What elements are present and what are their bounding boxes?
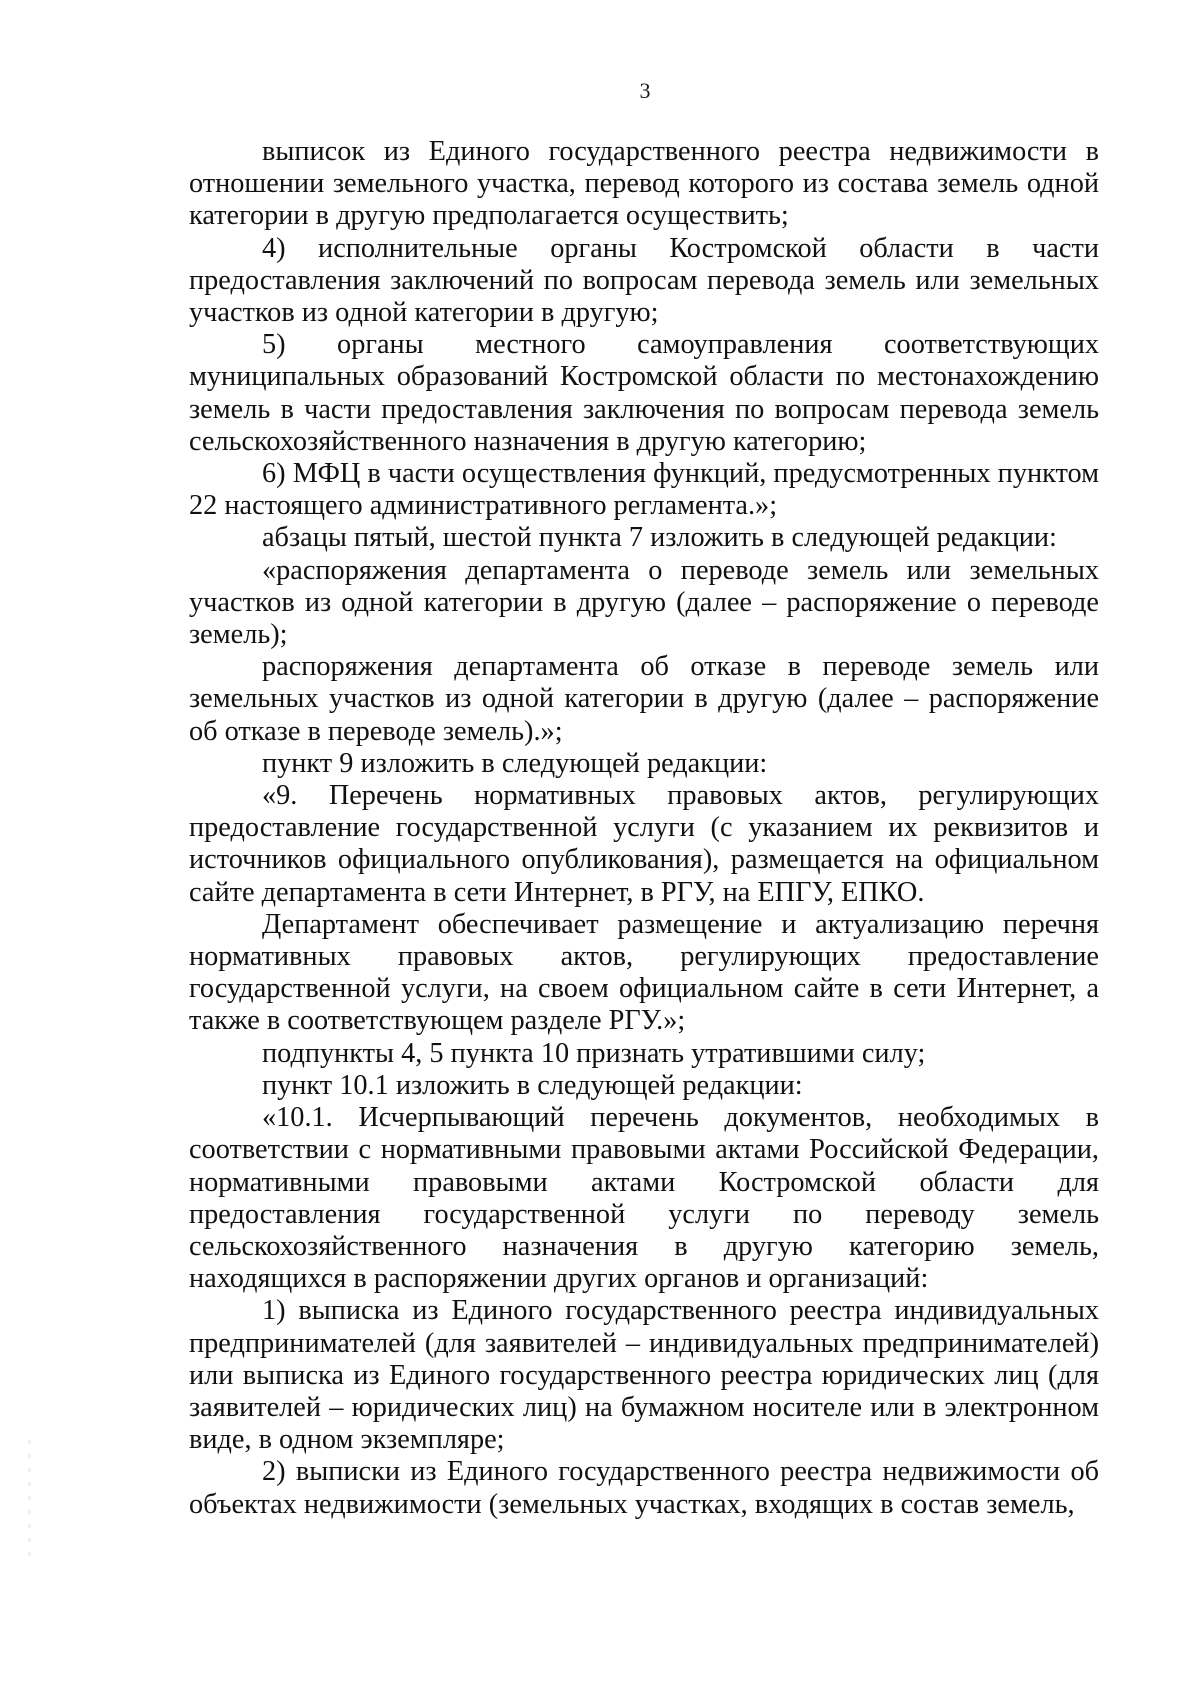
paragraph-amendment-p9: пункт 9 изложить в следующей редакции: bbox=[262, 747, 768, 779]
scan-edge-artifact bbox=[28, 1440, 31, 1560]
page-number: 3 bbox=[639, 78, 651, 103]
paragraph-list-item-2: 2) выписки из Единого государственного реестра недвижимости об объектах недвижимости (земельных участках, входящих в состав земель, bbox=[189, 1456, 1099, 1520]
paragraph-department-duty: Департамент обеспечивает размещение и актуализацию перечня нормативных правовых актов, регулирующих предоставление государственной услуги, на своем официальном сайте в сети Интернет, а также в соответствующем разделе РГУ.»; bbox=[189, 908, 1099, 1037]
paragraph-list-item-1: 1) выписка из Единого государственного реестра индивидуальных предпринимателей (для заявителей – индивидуальных предпринимателей) или выписка из Единого государственного реестра юридических лиц (для заявителей – юридических лиц) на бумажном носителе или в электронном виде, в одном экземпляре; bbox=[189, 1295, 1099, 1456]
paragraph-item-6: 6) МФЦ в части осуществления функций, предусмотренных пунктом 22 настоящего административного регламента.»; bbox=[189, 458, 1099, 522]
paragraph-amendment-p10-1: пункт 10.1 изложить в следующей редакции: bbox=[262, 1069, 803, 1101]
paragraph-amendment-p7: абзацы пятый, шестой пункта 7 изложить в следующей редакции: bbox=[262, 522, 1057, 554]
paragraph-decision-refusal: распоряжения департамента об отказе в переводе земель или земельных участков из одной категории в другую (далее – распоряжение об отказе в переводе земель).»; bbox=[189, 651, 1099, 747]
paragraph-item-5: 5) органы местного самоуправления соответствующих муниципальных образований Костромской области по местонахождению земель в части предоставления заключения по вопросам перевода земель сельскохозяйственного назначения в другую категорию; bbox=[189, 329, 1099, 457]
paragraph-item-4: 4) исполнительные органы Костромской области в части предоставления заключений по вопросам перевода земель или земельных участков из одной категории в другую; bbox=[189, 232, 1099, 329]
paragraph-continuation: выписок из Единого государственного реестра недвижимости в отношении земельного участка, перевод которого из состава земель одной категории в другую предполагается осуществить; bbox=[189, 136, 1099, 232]
document-body bbox=[189, 136, 1099, 1521]
paragraph-decision-transfer: «распоряжения департамента о переводе земель или земельных участков из одной категории в другую (далее – распоряжение о переводе земель); bbox=[189, 554, 1099, 651]
paragraph-subpoints-repealed: подпункты 4, 5 пункта 10 признать утратившими силу; bbox=[262, 1037, 926, 1069]
paragraph-point-10-1: «10.1. Исчерпывающий перечень документов, необходимых в соответствии с нормативными правовыми актами Российской Федерации, нормативными правовыми актами Костромской области для предоставления государственной услуги по переводу земель сельскохозяйственного назначения в другую категорию земель, находящихся в распоряжении других органов и организаций: bbox=[189, 1102, 1099, 1295]
paragraph-point-9: «9. Перечень нормативных правовых актов, регулирующих предоставление государственной услуги (с указанием их реквизитов и источников официального опубликования), размещается на официальном сайте департамента в сети Интернет, в РГУ, на ЕПГУ, ЕПКО. bbox=[189, 780, 1099, 908]
